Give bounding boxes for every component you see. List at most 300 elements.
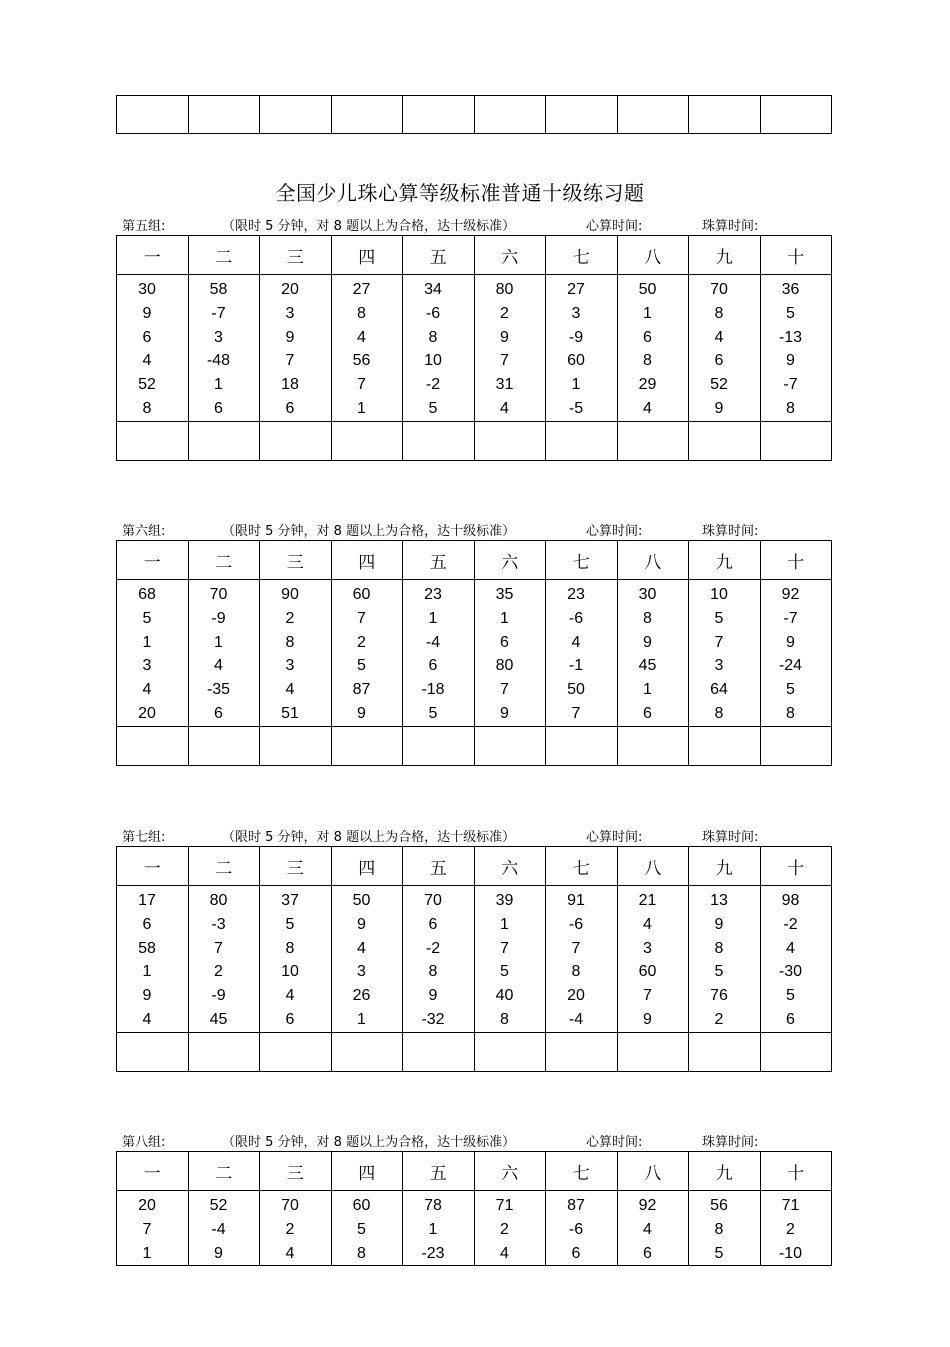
problem-number: 9 (714, 915, 724, 933)
abacus-time-label: 珠算时间: (702, 524, 759, 539)
problem-number: 26 (352, 987, 371, 1005)
column-header: 八 (617, 1152, 689, 1191)
column-header: 三 (260, 1152, 332, 1191)
problem-number: -9 (568, 328, 584, 346)
answer-cell[interactable] (474, 96, 546, 134)
problem-column (188, 580, 260, 727)
column-header: 七 (546, 236, 618, 275)
problem-number: 6 (285, 1010, 295, 1028)
problem-column (331, 580, 403, 727)
problem-column (546, 1191, 618, 1266)
problem-number: 8 (571, 963, 581, 981)
answer-cell[interactable] (331, 421, 403, 460)
problem-number: 7 (571, 704, 581, 722)
problem-column (546, 275, 618, 422)
problem-number: 8 (428, 963, 438, 981)
problem-number: 4 (500, 1244, 509, 1262)
answer-cell[interactable] (260, 421, 332, 460)
problem-number: 71 (495, 1197, 514, 1214)
problem-number: -18 (421, 681, 445, 699)
column-header: 一 (117, 541, 189, 580)
problem-column (260, 886, 332, 1033)
column-header: 五 (403, 236, 475, 275)
problem-number: 6 (214, 704, 223, 722)
problem-number: 2 (285, 609, 295, 627)
problem-column (117, 886, 189, 1033)
problem-number: 30 (638, 586, 657, 603)
problem-number: 1 (500, 609, 509, 627)
answer-cell[interactable] (117, 1032, 189, 1071)
column-header: 九 (689, 1152, 761, 1191)
answer-row-top (116, 95, 832, 134)
problem-number: 6 (428, 915, 438, 933)
answer-cell[interactable] (117, 96, 189, 134)
answer-cell[interactable] (260, 96, 332, 134)
problem-number: 30 (138, 281, 156, 298)
problem-number: 4 (142, 352, 152, 370)
problem-column (260, 1191, 332, 1266)
answer-cell[interactable] (331, 1032, 403, 1071)
column-header: 十 (760, 847, 832, 886)
problem-number: 7 (500, 939, 509, 957)
problem-number: 1 (214, 633, 223, 651)
column-header: 十 (760, 1152, 832, 1191)
answer-cell[interactable] (260, 726, 332, 765)
problem-number: -1 (568, 657, 584, 675)
problem-number: 76 (710, 987, 728, 1005)
problem-number: 18 (281, 376, 299, 394)
problem-number: 4 (357, 328, 366, 346)
problem-number: 70 (424, 892, 442, 909)
column-header: 七 (546, 1152, 618, 1191)
problem-number: 3 (285, 657, 295, 675)
problem-number: -6 (568, 609, 584, 627)
column-header: 二 (188, 541, 260, 580)
column-header: 二 (188, 1152, 260, 1191)
problem-number: 1 (142, 1244, 152, 1262)
problem-number: 4 (500, 399, 509, 417)
column-header: 六 (474, 236, 546, 275)
problem-column (760, 275, 832, 422)
problem-number: 2 (500, 1220, 509, 1238)
column-header: 十 (760, 541, 832, 580)
problem-number: 5 (714, 963, 724, 981)
problem-number: 58 (209, 281, 228, 298)
problem-number: 4 (786, 939, 795, 957)
problem-number: 10 (710, 586, 728, 603)
problem-number: -2 (425, 939, 441, 957)
problem-number: 3 (571, 304, 581, 322)
answer-cell[interactable] (760, 96, 832, 134)
problem-number: 5 (142, 609, 152, 627)
problem-number: 4 (714, 328, 724, 346)
problem-number: 7 (500, 352, 509, 370)
answer-cell[interactable] (403, 421, 475, 460)
problem-column (474, 275, 546, 422)
problem-number: 8 (500, 1010, 509, 1028)
problem-number: 60 (352, 1197, 371, 1214)
numbers-row (117, 580, 832, 727)
column-header: 七 (546, 847, 618, 886)
problem-number: 51 (281, 704, 299, 722)
problem-number: 20 (567, 987, 585, 1005)
problem-number: 70 (710, 281, 728, 298)
problem-number: 8 (714, 939, 724, 957)
problem-number: 52 (209, 1197, 228, 1214)
problem-number: 87 (352, 681, 371, 699)
problem-number: 70 (281, 1197, 299, 1214)
problem-column (474, 886, 546, 1033)
problem-number: 4 (142, 681, 152, 699)
problem-number: 7 (643, 987, 652, 1005)
problem-number: 4 (643, 1220, 652, 1238)
problem-number: 5 (786, 304, 795, 322)
answer-cell[interactable] (546, 96, 618, 134)
problem-number: 8 (285, 939, 295, 957)
problem-number: 17 (138, 892, 156, 909)
problem-column (117, 275, 189, 422)
column-header: 三 (260, 847, 332, 886)
problem-number: 31 (495, 376, 514, 394)
answer-cell[interactable] (403, 1032, 475, 1071)
problem-number: 4 (357, 939, 366, 957)
answer-cell[interactable] (331, 96, 403, 134)
problem-column (403, 275, 475, 422)
answer-cell[interactable] (474, 726, 546, 765)
column-header: 八 (617, 847, 689, 886)
numbers-row (117, 275, 832, 422)
problem-column (617, 580, 689, 727)
problem-number: 4 (214, 657, 223, 675)
problem-number: 8 (714, 304, 724, 322)
problem-column (331, 1191, 403, 1266)
problem-number: 60 (638, 963, 657, 981)
column-header: 八 (617, 541, 689, 580)
group-table-wrap (116, 235, 832, 461)
column-header: 六 (474, 1152, 546, 1191)
problem-number: 6 (285, 399, 295, 417)
problem-number: 6 (643, 328, 652, 346)
problem-number: 91 (567, 892, 585, 909)
group-table-wrap (116, 1151, 832, 1266)
problem-number: 4 (285, 681, 295, 699)
problem-number: -9 (211, 609, 226, 627)
problem-number: 39 (495, 892, 514, 909)
problem-number: 20 (281, 281, 299, 298)
problem-number: 34 (424, 281, 442, 298)
problem-number: 10 (281, 963, 299, 981)
answer-cell[interactable] (546, 726, 618, 765)
problem-column (760, 1191, 832, 1266)
problem-number: 5 (714, 1244, 724, 1262)
problem-column (689, 275, 761, 422)
problem-number: 90 (281, 586, 299, 603)
time-limit-rule: （限时 5 分钟，对 8 题以上为合格，达十级标准） (222, 524, 516, 539)
answer-cell[interactable] (760, 1032, 832, 1071)
problem-number: 1 (214, 376, 223, 394)
problem-number: 1 (571, 376, 581, 394)
answer-cell[interactable] (403, 96, 475, 134)
mental-time-label: 心算时间: (586, 524, 643, 539)
problem-number: 1 (357, 1010, 366, 1028)
problem-number: 5 (428, 399, 438, 417)
column-header: 六 (474, 847, 546, 886)
problem-number: 7 (571, 939, 581, 957)
problem-column (689, 1191, 761, 1266)
page-title: 全国少儿珠心算等级标准普通十级练习题 (275, 181, 645, 205)
column-header: 九 (689, 541, 761, 580)
answer-cell[interactable] (117, 726, 189, 765)
problem-number: -6 (425, 304, 441, 322)
problem-column (331, 275, 403, 422)
problem-number: -13 (778, 328, 803, 346)
column-header: 四 (331, 541, 403, 580)
problem-column (689, 886, 761, 1033)
problem-number: 2 (285, 1220, 295, 1238)
problem-number: 5 (428, 704, 438, 722)
problem-number: 3 (714, 657, 724, 675)
group-table-wrap (116, 540, 832, 766)
problem-number: 6 (428, 657, 438, 675)
problem-column (617, 1191, 689, 1266)
mental-time-label: 心算时间: (586, 830, 643, 845)
problem-number: 7 (357, 376, 366, 394)
column-header: 九 (689, 236, 761, 275)
answer-cell[interactable] (617, 726, 689, 765)
problem-number: -10 (778, 1244, 803, 1262)
answer-cell[interactable] (403, 726, 475, 765)
answer-cell[interactable] (689, 1032, 761, 1071)
problem-number: 50 (352, 892, 371, 909)
problem-number: 4 (643, 399, 652, 417)
problem-number: 9 (142, 987, 152, 1005)
problem-number: 2 (214, 963, 223, 981)
problem-number: 3 (643, 939, 652, 957)
problem-number: 3 (285, 304, 295, 322)
answer-cell[interactable] (546, 1032, 618, 1071)
problem-number: 68 (138, 586, 156, 603)
problem-column (760, 886, 832, 1033)
answer-cell[interactable] (617, 1032, 689, 1071)
column-header: 一 (117, 236, 189, 275)
problem-number: 1 (357, 399, 366, 417)
problem-number: -48 (206, 352, 231, 370)
problem-number: 5 (786, 681, 795, 699)
group-table (116, 1151, 832, 1266)
problem-number: 7 (500, 681, 509, 699)
problem-number: 78 (424, 1197, 442, 1214)
problem-number: 1 (428, 1220, 438, 1238)
problem-number: 50 (638, 281, 657, 298)
group-label: 第七组: (122, 830, 166, 845)
problem-number: 9 (214, 1244, 223, 1262)
problem-number: 7 (357, 609, 366, 627)
column-header: 四 (331, 847, 403, 886)
problem-number: 2 (714, 1010, 724, 1028)
answer-cell[interactable] (689, 421, 761, 460)
problem-number: -2 (425, 376, 441, 394)
problem-number: 4 (285, 1244, 295, 1262)
problem-number: 9 (643, 1010, 652, 1028)
problem-number: 23 (424, 586, 442, 603)
problem-number: 3 (142, 657, 152, 675)
problem-number: 20 (138, 704, 156, 722)
problem-number: 4 (142, 1010, 152, 1028)
problem-number: 6 (643, 1244, 652, 1262)
problem-number: 45 (638, 657, 657, 675)
answer-cell[interactable] (331, 726, 403, 765)
problem-number: 7 (142, 1220, 152, 1238)
problem-number: 1 (142, 963, 152, 981)
group-label: 第五组: (122, 219, 166, 234)
problem-number: 7 (285, 352, 295, 370)
problem-number: 58 (138, 939, 156, 957)
column-header: 八 (617, 236, 689, 275)
problem-number: 20 (138, 1197, 156, 1214)
problem-number: 71 (781, 1197, 800, 1214)
mental-time-label: 心算时间: (586, 1135, 643, 1150)
problem-number: 2 (500, 304, 509, 322)
problem-number: 80 (495, 657, 514, 675)
column-header: 五 (403, 847, 475, 886)
problem-column (403, 886, 475, 1033)
problem-number: 6 (714, 352, 724, 370)
problem-number: 9 (714, 399, 724, 417)
answer-cell[interactable] (474, 421, 546, 460)
problem-number: 27 (352, 281, 371, 298)
problem-number: 5 (714, 609, 724, 627)
column-header: 九 (689, 847, 761, 886)
problem-column (617, 886, 689, 1033)
problem-number: 60 (352, 586, 371, 603)
time-limit-rule: （限时 5 分钟，对 8 题以上为合格，达十级标准） (222, 219, 516, 234)
problem-number: -35 (206, 681, 231, 699)
problem-column (474, 1191, 546, 1266)
problem-number: 98 (781, 892, 800, 909)
answer-cell[interactable] (617, 96, 689, 134)
problem-number: 80 (209, 892, 228, 909)
problem-number: 13 (710, 892, 728, 909)
group-table-wrap (116, 846, 832, 1072)
problem-number: -7 (211, 304, 226, 322)
problem-number: 35 (495, 586, 514, 603)
problem-number: 29 (638, 376, 657, 394)
group-table (116, 846, 832, 1072)
problem-number: -23 (421, 1244, 445, 1262)
problem-number: 8 (643, 609, 652, 627)
problem-number: -6 (568, 1220, 584, 1238)
problem-number: 8 (285, 633, 295, 651)
problem-number: 56 (352, 352, 371, 370)
problem-number: -7 (783, 609, 798, 627)
problem-number: 5 (357, 1220, 366, 1238)
top-answer-table (116, 95, 832, 134)
problem-number: 9 (786, 633, 795, 651)
problem-column (474, 580, 546, 727)
problem-number: 2 (357, 633, 366, 651)
problem-number: 1 (643, 304, 652, 322)
problem-number: 9 (786, 352, 795, 370)
problem-number: 1 (142, 633, 152, 651)
column-header: 四 (331, 1152, 403, 1191)
answer-cell[interactable] (474, 1032, 546, 1071)
numbers-row (117, 1191, 832, 1266)
column-header: 十 (760, 236, 832, 275)
problem-number: 4 (571, 633, 581, 651)
problem-column (546, 580, 618, 727)
answer-cell[interactable] (689, 726, 761, 765)
problem-number: 8 (643, 352, 652, 370)
problem-number: 27 (567, 281, 585, 298)
answer-row (117, 1032, 832, 1071)
group-table (116, 540, 832, 766)
problem-number: 92 (781, 586, 800, 603)
column-header-row (117, 541, 832, 580)
problem-number: 8 (786, 704, 795, 722)
answer-cell[interactable] (188, 1032, 260, 1071)
problem-number: 92 (638, 1197, 657, 1214)
answer-row (117, 726, 832, 765)
problem-number: 7 (714, 633, 724, 651)
problem-number: 60 (567, 352, 585, 370)
problem-number: 9 (142, 304, 152, 322)
column-header: 二 (188, 847, 260, 886)
group-table (116, 235, 832, 461)
problem-number: 3 (214, 328, 223, 346)
answer-cell[interactable] (760, 726, 832, 765)
problem-number: 6 (142, 328, 152, 346)
answer-cell[interactable] (188, 96, 260, 134)
answer-cell[interactable] (689, 96, 761, 134)
problem-number: 2 (786, 1220, 795, 1238)
problem-number: 6 (500, 633, 509, 651)
problem-number: 4 (285, 987, 295, 1005)
problem-column (188, 1191, 260, 1266)
problem-number: 87 (567, 1197, 585, 1214)
answer-cell[interactable] (760, 421, 832, 460)
answer-cell[interactable] (260, 1032, 332, 1071)
answer-cell[interactable] (546, 421, 618, 460)
problem-column (617, 275, 689, 422)
problem-number: 5 (285, 915, 295, 933)
problem-column (188, 275, 260, 422)
problem-number: 70 (209, 586, 228, 603)
problem-number: -9 (211, 987, 226, 1005)
problem-number: 8 (428, 328, 438, 346)
problem-number: 56 (710, 1197, 728, 1214)
abacus-time-label: 珠算时间: (702, 830, 759, 845)
problem-number: 9 (500, 328, 509, 346)
problem-number: 9 (357, 704, 366, 722)
column-header: 二 (188, 236, 260, 275)
problem-number: 9 (500, 704, 509, 722)
problem-number: 8 (357, 1244, 366, 1262)
problem-number: 52 (138, 376, 156, 394)
problem-number: 5 (357, 657, 366, 675)
problem-number: -3 (211, 915, 226, 933)
answer-cell[interactable] (617, 421, 689, 460)
column-header: 三 (260, 541, 332, 580)
column-header: 五 (403, 541, 475, 580)
problem-number: 37 (281, 892, 299, 909)
problem-number: -30 (778, 963, 803, 981)
group-label: 第六组: (122, 524, 166, 539)
answer-cell[interactable] (188, 421, 260, 460)
time-limit-rule: （限时 5 分钟，对 8 题以上为合格，达十级标准） (222, 1135, 516, 1150)
problem-number: 8 (714, 704, 724, 722)
answer-cell[interactable] (117, 421, 189, 460)
answer-cell[interactable] (188, 726, 260, 765)
